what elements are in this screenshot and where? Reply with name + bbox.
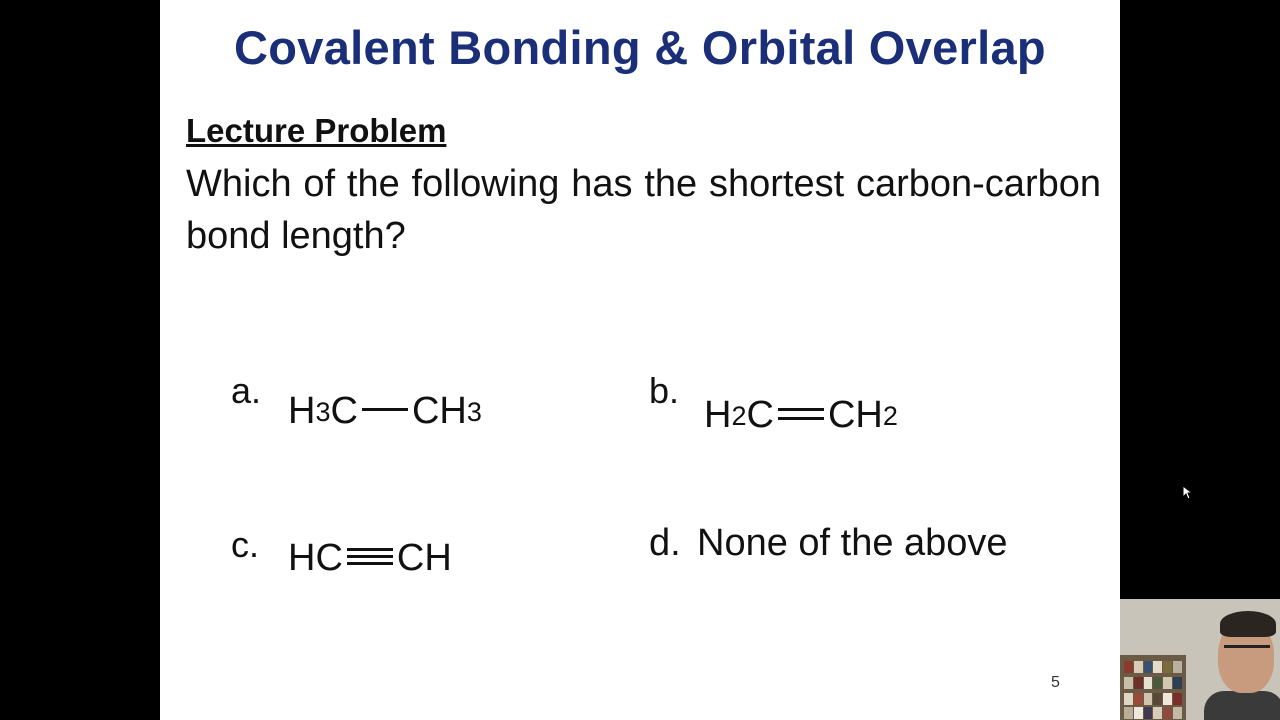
formula-part: CH (411, 390, 467, 432)
triple-bond-lines (347, 548, 393, 565)
option-d-text: None of the above (697, 522, 1008, 564)
slide-title: Covalent Bonding & Orbital Overlap (234, 21, 1046, 74)
option-d-letter: d. (649, 522, 681, 564)
formula-part: HC (288, 537, 343, 579)
formula-part: H (704, 394, 732, 436)
option-c-letter: c. (231, 524, 260, 565)
presentation-slide (160, 0, 1120, 720)
bookshelf-image (1120, 655, 1186, 720)
webcam-overlay (1120, 599, 1280, 720)
presenter-hair (1220, 611, 1276, 637)
presenter-body (1204, 691, 1280, 720)
option-b-formula: H 2 C CH 2 (704, 394, 898, 436)
option-a-formula: H 3 C CH 3 (288, 390, 482, 432)
presenter-glasses (1224, 645, 1270, 658)
single-bond-line (362, 408, 408, 411)
formula-part: CH (396, 537, 452, 579)
formula-part: CH (827, 394, 883, 436)
problem-heading: Lecture Problem (186, 112, 447, 149)
formula-part: H (288, 390, 316, 432)
formula-part: C (330, 390, 358, 432)
option-b-letter: b. (649, 370, 680, 411)
question-text: Which of the following has the shortest carbon-carbon bond length? (186, 163, 1101, 257)
option-c-formula (288, 537, 452, 580)
formula-part: C (746, 394, 774, 436)
page-number: 5 (1051, 674, 1060, 691)
option-a-letter: a. (231, 370, 262, 411)
double-bond-lines (778, 408, 824, 420)
